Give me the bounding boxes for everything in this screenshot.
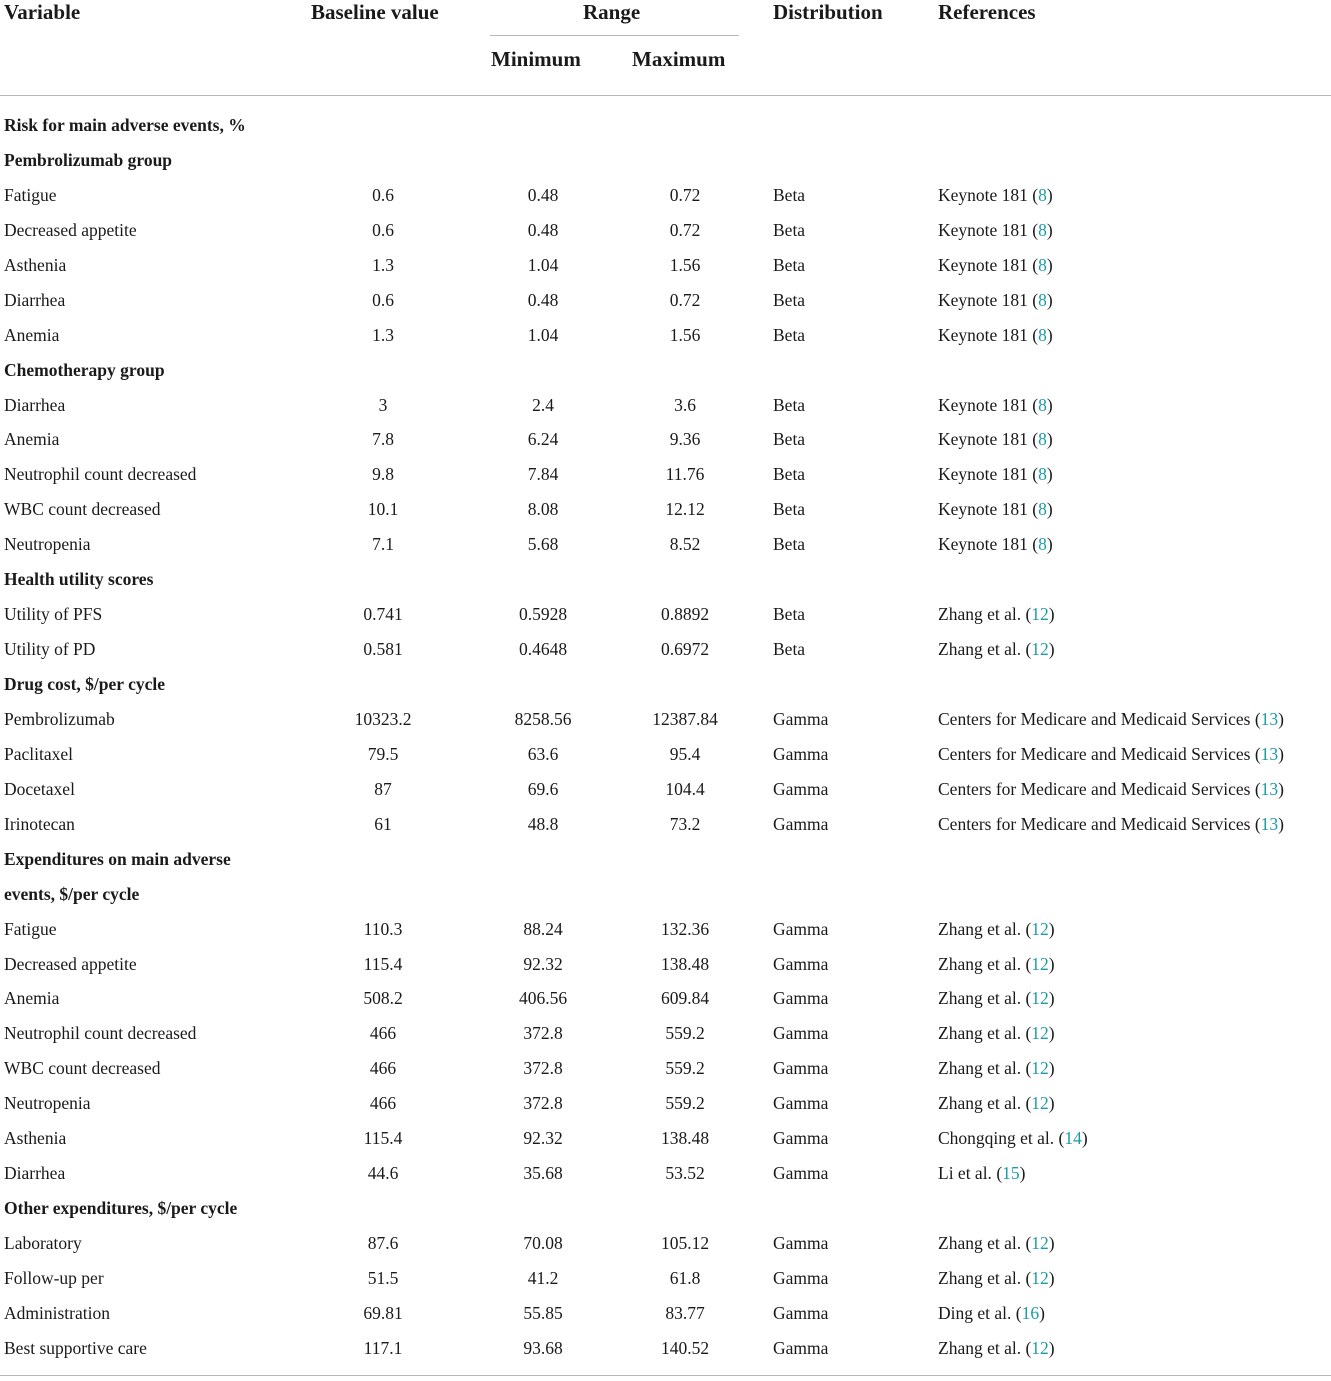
reference-link[interactable]: 12: [1031, 1023, 1049, 1044]
reference-source: Zhang et al.: [938, 1093, 1022, 1114]
table-row: [0, 1120, 1331, 1155]
section-heading: Other expenditures, $/per cycle: [4, 1198, 238, 1219]
baseline-cell: 466: [369, 1093, 397, 1114]
baseline-cell: 466: [369, 1058, 397, 1079]
table-row: [0, 421, 1331, 456]
reference-cell: Zhang et al. (12): [938, 1023, 1055, 1044]
table-row: [0, 387, 1331, 422]
table-row: [0, 177, 1331, 212]
distribution-cell: Gamma: [773, 988, 829, 1009]
variable-cell: Fatigue: [4, 184, 57, 205]
minimum-cell: 8.08: [527, 499, 559, 520]
minimum-cell: 5.68: [527, 534, 559, 555]
baseline-cell: 0.741: [363, 604, 403, 625]
distribution-cell: Beta: [773, 324, 806, 345]
reference-cell: Li et al. (15): [938, 1163, 1026, 1184]
baseline-cell: 115.4: [363, 953, 403, 974]
reference-link[interactable]: 12: [1031, 1093, 1049, 1114]
maximum-cell: 1.56: [669, 254, 701, 275]
baseline-cell: 508.2: [363, 988, 403, 1009]
minimum-cell: 7.84: [527, 464, 559, 485]
maximum-cell: 138.48: [660, 953, 710, 974]
reference-source: Zhang et al.: [938, 1233, 1022, 1253]
variable-cell: WBC count decreased: [4, 1058, 161, 1079]
reference-source: Zhang et al.: [938, 918, 1022, 939]
variable-cell: Anemia: [4, 429, 60, 450]
reference-cell: Zhang et al. (12): [938, 1058, 1055, 1079]
maximum-cell: 140.52: [660, 1337, 710, 1358]
distribution-cell: Gamma: [773, 1058, 829, 1079]
range-divider: [490, 35, 739, 36]
reference-cell: Keynote 181 (8): [938, 254, 1053, 275]
header-distribution: Distribution: [773, 0, 883, 24]
maximum-cell: 559.2: [665, 1058, 705, 1079]
baseline-cell: 61: [374, 813, 392, 834]
distribution-cell: Gamma: [773, 778, 829, 799]
reference-source: Centers for Medicare and Medicaid Services: [938, 813, 1251, 834]
reference-link[interactable]: 12: [1031, 639, 1049, 660]
minimum-cell: 55.85: [523, 1302, 563, 1323]
baseline-cell: 7.1: [372, 534, 394, 555]
variable-cell: Neutrophil count decreased: [4, 1023, 197, 1044]
minimum-cell: 2.4: [532, 394, 554, 415]
variable-cell: WBC count decreased: [4, 499, 161, 520]
distribution-cell: Gamma: [773, 708, 829, 729]
table-row: [0, 806, 1331, 841]
section-heading: Drug cost, $/per cycle: [4, 674, 166, 694]
reference-link[interactable]: 12: [1031, 918, 1049, 939]
reference-source: Li et al.: [938, 1163, 992, 1184]
minimum-cell: 372.8: [523, 1093, 563, 1114]
table-row: [0, 1260, 1331, 1295]
table-row: [0, 526, 1331, 561]
distribution-cell: Gamma: [773, 1163, 829, 1184]
baseline-cell: 0.6: [372, 289, 394, 310]
distribution-cell: Beta: [773, 604, 806, 625]
minimum-cell: 69.6: [527, 778, 559, 799]
distribution-cell: Beta: [773, 289, 806, 310]
table-row: [0, 1015, 1331, 1050]
reference-source: Chongqing et al.: [938, 1128, 1055, 1149]
variable-cell: Neutrophil count decreased: [4, 464, 197, 485]
reference-source: Zhang et al.: [938, 953, 1022, 974]
reference-link[interactable]: 12: [1031, 1337, 1049, 1358]
reference-link[interactable]: 8: [1038, 254, 1047, 275]
baseline-cell: 0.6: [372, 184, 394, 205]
minimum-cell: 406.56: [518, 988, 568, 1009]
distribution-cell: Beta: [773, 254, 806, 275]
reference-cell: Keynote 181 (8): [938, 219, 1053, 240]
distribution-cell: Gamma: [773, 1302, 829, 1323]
table-row: [0, 491, 1331, 526]
reference-link[interactable]: 13: [1260, 708, 1279, 729]
section-heading: Health utility scores: [4, 569, 154, 590]
baseline-cell: 87: [374, 778, 392, 799]
reference-source: Zhang et al.: [938, 1337, 1022, 1358]
distribution-cell: Gamma: [773, 1128, 829, 1149]
reference-cell: Zhang et al. (12): [938, 639, 1055, 660]
variable-cell: Irinotecan: [4, 813, 75, 834]
reference-source: Ding et al.: [938, 1302, 1012, 1323]
variable-cell: Decreased appetite: [4, 953, 137, 974]
reference-cell: Zhang et al. (12): [938, 953, 1055, 974]
bottom-rule: [0, 1375, 1331, 1376]
variable-cell: Utility of PD: [4, 639, 96, 660]
maximum-cell: 0.72: [669, 289, 701, 310]
section-heading-row: [0, 142, 1331, 177]
baseline-cell: 44.6: [367, 1163, 399, 1184]
reference-link[interactable]: 13: [1260, 813, 1279, 834]
table-row: [0, 282, 1331, 317]
section-heading: Pembrolizumab group: [4, 149, 173, 170]
reference-source: Keynote 181: [938, 289, 1028, 310]
section-heading-row: [0, 561, 1331, 596]
reference-source: Keynote 181: [938, 254, 1028, 275]
variable-cell: Asthenia: [4, 254, 67, 275]
variable-cell: Best supportive care: [4, 1337, 147, 1358]
distribution-cell: Beta: [773, 499, 806, 520]
reference-source: Keynote 181: [938, 184, 1028, 205]
reference-cell: Keynote 181 (8): [938, 394, 1053, 415]
section-heading-row: [0, 666, 1331, 701]
reference-link[interactable]: 8: [1038, 324, 1047, 345]
maximum-cell: 61.8: [669, 1267, 701, 1288]
reference-cell: Centers for Medicare and Medicaid Services (13): [938, 813, 1284, 834]
reference-source: Keynote 181: [938, 429, 1028, 450]
table-row: [0, 1295, 1331, 1330]
reference-link[interactable]: 12: [1031, 953, 1049, 974]
distribution-cell: Beta: [773, 219, 806, 240]
minimum-cell: 88.24: [523, 918, 563, 939]
variable-cell: Administration: [4, 1302, 110, 1323]
reference-cell: Zhang et al. (12): [938, 988, 1055, 1009]
table-row: [0, 911, 1331, 946]
reference-cell: Zhang et al. (12): [938, 918, 1055, 939]
table-header: [0, 0, 1331, 96]
table-row: [0, 1225, 1331, 1260]
header-range: Range: [583, 0, 641, 24]
variable-cell: Neutropenia: [4, 534, 91, 555]
reference-cell: Keynote 181 (8): [938, 464, 1053, 485]
section-heading-row: [0, 1190, 1331, 1225]
minimum-cell: 70.08: [523, 1233, 563, 1253]
reference-cell: Zhang et al. (12): [938, 1233, 1055, 1253]
maximum-cell: 609.84: [660, 988, 710, 1009]
baseline-cell: 466: [369, 1023, 397, 1044]
reference-source: Keynote 181: [938, 499, 1028, 520]
section-heading-row: [0, 876, 1331, 911]
reference-link[interactable]: 8: [1038, 499, 1047, 520]
reference-link[interactable]: 12: [1031, 604, 1049, 625]
variable-cell: Laboratory: [4, 1233, 82, 1253]
baseline-cell: 0.581: [363, 639, 403, 660]
reference-link[interactable]: 8: [1038, 184, 1047, 205]
variable-cell: Diarrhea: [4, 1163, 66, 1184]
reference-source: Centers for Medicare and Medicaid Services: [938, 778, 1251, 799]
variable-cell: Diarrhea: [4, 289, 66, 310]
variable-cell: Fatigue: [4, 918, 57, 939]
reference-cell: Keynote 181 (8): [938, 534, 1053, 555]
minimum-cell: 92.32: [523, 1128, 563, 1149]
reference-link[interactable]: 13: [1260, 778, 1279, 799]
variable-cell: Diarrhea: [4, 394, 66, 415]
variable-cell: Pembrolizumab: [4, 708, 115, 729]
baseline-cell: 7.8: [372, 429, 394, 450]
reference-link[interactable]: 12: [1031, 1058, 1049, 1079]
reference-cell: Keynote 181 (8): [938, 184, 1053, 205]
reference-source: Zhang et al.: [938, 988, 1022, 1009]
reference-cell: Zhang et al. (12): [938, 604, 1055, 625]
reference-cell: Centers for Medicare and Medicaid Services (13): [938, 743, 1284, 764]
variable-cell: Decreased appetite: [4, 219, 137, 240]
reference-source: Centers for Medicare and Medicaid Services: [938, 708, 1251, 729]
reference-source: Keynote 181: [938, 219, 1028, 240]
reference-link[interactable]: 14: [1064, 1128, 1082, 1149]
reference-cell: Keynote 181 (8): [938, 429, 1053, 450]
table-row: [0, 596, 1331, 631]
distribution-cell: Gamma: [773, 953, 829, 974]
reference-source: Keynote 181: [938, 324, 1028, 345]
reference-source: Centers for Medicare and Medicaid Services: [938, 743, 1251, 764]
baseline-cell: 0.6: [372, 219, 394, 240]
reference-cell: Keynote 181 (8): [938, 324, 1053, 345]
reference-cell: Ding et al. (16): [938, 1302, 1045, 1323]
distribution-cell: Gamma: [773, 1267, 829, 1288]
section-heading-row: [0, 841, 1331, 876]
table-row: [0, 1330, 1331, 1365]
table-row: [0, 456, 1331, 491]
table-row: [0, 631, 1331, 666]
reference-link[interactable]: 12: [1031, 1233, 1049, 1253]
variable-cell: Neutropenia: [4, 1093, 91, 1114]
baseline-cell: 9.8: [372, 464, 394, 485]
maximum-cell: 9.36: [669, 429, 701, 450]
variable-cell: Anemia: [4, 988, 60, 1009]
variable-cell: Utility of PFS: [4, 604, 103, 625]
minimum-cell: 0.5928: [518, 604, 568, 625]
maximum-cell: 95.4: [669, 743, 701, 764]
section-heading: Expenditures on main adverse: [4, 848, 231, 869]
maximum-cell: 559.2: [665, 1023, 705, 1044]
reference-link[interactable]: 15: [1002, 1163, 1020, 1184]
reference-cell: Keynote 181 (8): [938, 499, 1053, 520]
table-row: [0, 317, 1331, 352]
baseline-cell: 115.4: [363, 1128, 403, 1149]
distribution-cell: Gamma: [773, 918, 829, 939]
reference-cell: Keynote 181 (8): [938, 289, 1053, 310]
baseline-cell: 3: [378, 394, 388, 415]
reference-source: Zhang et al.: [938, 639, 1022, 660]
table-row: [0, 212, 1331, 247]
minimum-cell: 0.48: [527, 219, 559, 240]
variable-cell: Follow-up per: [4, 1267, 104, 1288]
maximum-cell: 0.72: [669, 219, 701, 240]
reference-cell: Zhang et al. (12): [938, 1267, 1055, 1288]
maximum-cell: 53.52: [665, 1163, 705, 1184]
baseline-cell: 10.1: [367, 499, 399, 520]
table-row: [0, 1085, 1331, 1120]
maximum-cell: 73.2: [669, 813, 701, 834]
distribution-cell: Beta: [773, 534, 806, 555]
reference-link[interactable]: 12: [1031, 1267, 1049, 1288]
header-maximum: Maximum: [632, 47, 726, 71]
table-row: [0, 701, 1331, 736]
maximum-cell: 0.72: [669, 184, 701, 205]
maximum-cell: 105.12: [660, 1233, 710, 1253]
baseline-cell: 69.81: [363, 1302, 403, 1323]
distribution-cell: Gamma: [773, 1093, 829, 1114]
header-minimum: Minimum: [491, 47, 581, 71]
maximum-cell: 0.8892: [660, 604, 710, 625]
distribution-cell: Beta: [773, 464, 806, 485]
reference-source: Zhang et al.: [938, 1023, 1022, 1044]
reference-source: Keynote 181: [938, 534, 1028, 555]
maximum-cell: 559.2: [665, 1093, 705, 1114]
minimum-cell: 0.48: [527, 289, 559, 310]
reference-source: Zhang et al.: [938, 604, 1022, 625]
table-row: [0, 980, 1331, 1015]
variable-cell: Docetaxel: [4, 778, 75, 799]
reference-link[interactable]: 8: [1038, 534, 1047, 555]
variable-cell: Asthenia: [4, 1128, 67, 1149]
minimum-cell: 1.04: [527, 254, 559, 275]
table-row: [0, 247, 1331, 282]
table-row: [0, 946, 1331, 981]
section-heading-row: [0, 352, 1331, 387]
maximum-cell: 3.6: [674, 394, 696, 415]
reference-cell: Centers for Medicare and Medicaid Services (13): [938, 708, 1284, 729]
reference-cell: Zhang et al. (12): [938, 1093, 1055, 1114]
table-row: [0, 1155, 1331, 1190]
minimum-cell: 41.2: [527, 1267, 559, 1288]
minimum-cell: 0.48: [527, 184, 559, 205]
distribution-cell: Beta: [773, 184, 806, 205]
minimum-cell: 63.6: [527, 743, 559, 764]
maximum-cell: 104.4: [665, 778, 705, 799]
distribution-cell: Beta: [773, 639, 806, 660]
reference-link[interactable]: 8: [1038, 394, 1047, 415]
variable-cell: Paclitaxel: [4, 743, 74, 764]
maximum-cell: 12.12: [665, 499, 705, 520]
minimum-cell: 8258.56: [514, 708, 572, 729]
minimum-cell: 372.8: [523, 1023, 563, 1044]
reference-cell: Zhang et al. (12): [938, 1337, 1055, 1358]
header-references: References: [938, 0, 1036, 24]
header-baseline: Baseline value: [311, 0, 439, 24]
maximum-cell: 0.6972: [660, 639, 710, 660]
baseline-cell: 1.3: [372, 254, 394, 275]
minimum-cell: 35.68: [523, 1163, 563, 1184]
section-heading: Chemotherapy group: [4, 359, 165, 380]
minimum-cell: 48.8: [527, 813, 559, 834]
baseline-cell: 79.5: [367, 743, 399, 764]
distribution-cell: Gamma: [773, 1233, 829, 1253]
distribution-cell: Beta: [773, 394, 806, 415]
maximum-cell: 1.56: [669, 324, 701, 345]
reference-cell: Centers for Medicare and Medicaid Services (13): [938, 778, 1284, 799]
maximum-cell: 8.52: [669, 534, 701, 555]
reference-source: Keynote 181: [938, 464, 1028, 485]
minimum-cell: 93.68: [523, 1337, 563, 1358]
header-variable: Variable: [4, 0, 81, 24]
reference-source: Keynote 181: [938, 394, 1028, 415]
minimum-cell: 0.4648: [518, 639, 568, 660]
maximum-cell: 132.36: [660, 918, 710, 939]
minimum-cell: 372.8: [523, 1058, 563, 1079]
reference-source: Zhang et al.: [938, 1058, 1022, 1079]
baseline-cell: 110.3: [363, 918, 403, 939]
baseline-cell: 1.3: [372, 324, 394, 345]
table-body: [0, 96, 1331, 1365]
reference-link[interactable]: 8: [1038, 464, 1047, 485]
table-row: [0, 1050, 1331, 1085]
distribution-cell: Gamma: [773, 1337, 829, 1358]
distribution-cell: Gamma: [773, 743, 829, 764]
reference-link[interactable]: 8: [1038, 289, 1047, 310]
baseline-cell: 51.5: [367, 1267, 399, 1288]
baseline-cell: 87.6: [367, 1233, 399, 1253]
minimum-cell: 1.04: [527, 324, 559, 345]
distribution-cell: Beta: [773, 429, 806, 450]
minimum-cell: 6.24: [527, 429, 559, 450]
section-heading-row: [0, 107, 1331, 142]
maximum-cell: 83.77: [665, 1302, 705, 1323]
reference-source: Zhang et al.: [938, 1267, 1022, 1288]
maximum-cell: 138.48: [660, 1128, 710, 1149]
variable-cell: Anemia: [4, 324, 60, 345]
reference-cell: Chongqing et al. (14): [938, 1128, 1088, 1149]
reference-link[interactable]: 12: [1031, 988, 1049, 1009]
maximum-cell: 11.76: [665, 464, 705, 485]
distribution-cell: Gamma: [773, 1023, 829, 1044]
section-heading: Risk for main adverse events, %: [4, 115, 246, 135]
table-row: [0, 771, 1331, 806]
maximum-cell: 12387.84: [652, 708, 718, 729]
section-heading: events, $/per cycle: [4, 883, 140, 904]
reference-link[interactable]: 16: [1021, 1302, 1040, 1323]
reference-link[interactable]: 8: [1038, 429, 1047, 450]
baseline-cell: 10323.2: [354, 708, 412, 729]
reference-link[interactable]: 13: [1260, 743, 1279, 764]
table-row: [0, 736, 1331, 771]
distribution-cell: Gamma: [773, 813, 829, 834]
baseline-cell: 117.1: [363, 1337, 403, 1358]
minimum-cell: 92.32: [523, 953, 563, 974]
reference-link[interactable]: 8: [1038, 219, 1047, 240]
